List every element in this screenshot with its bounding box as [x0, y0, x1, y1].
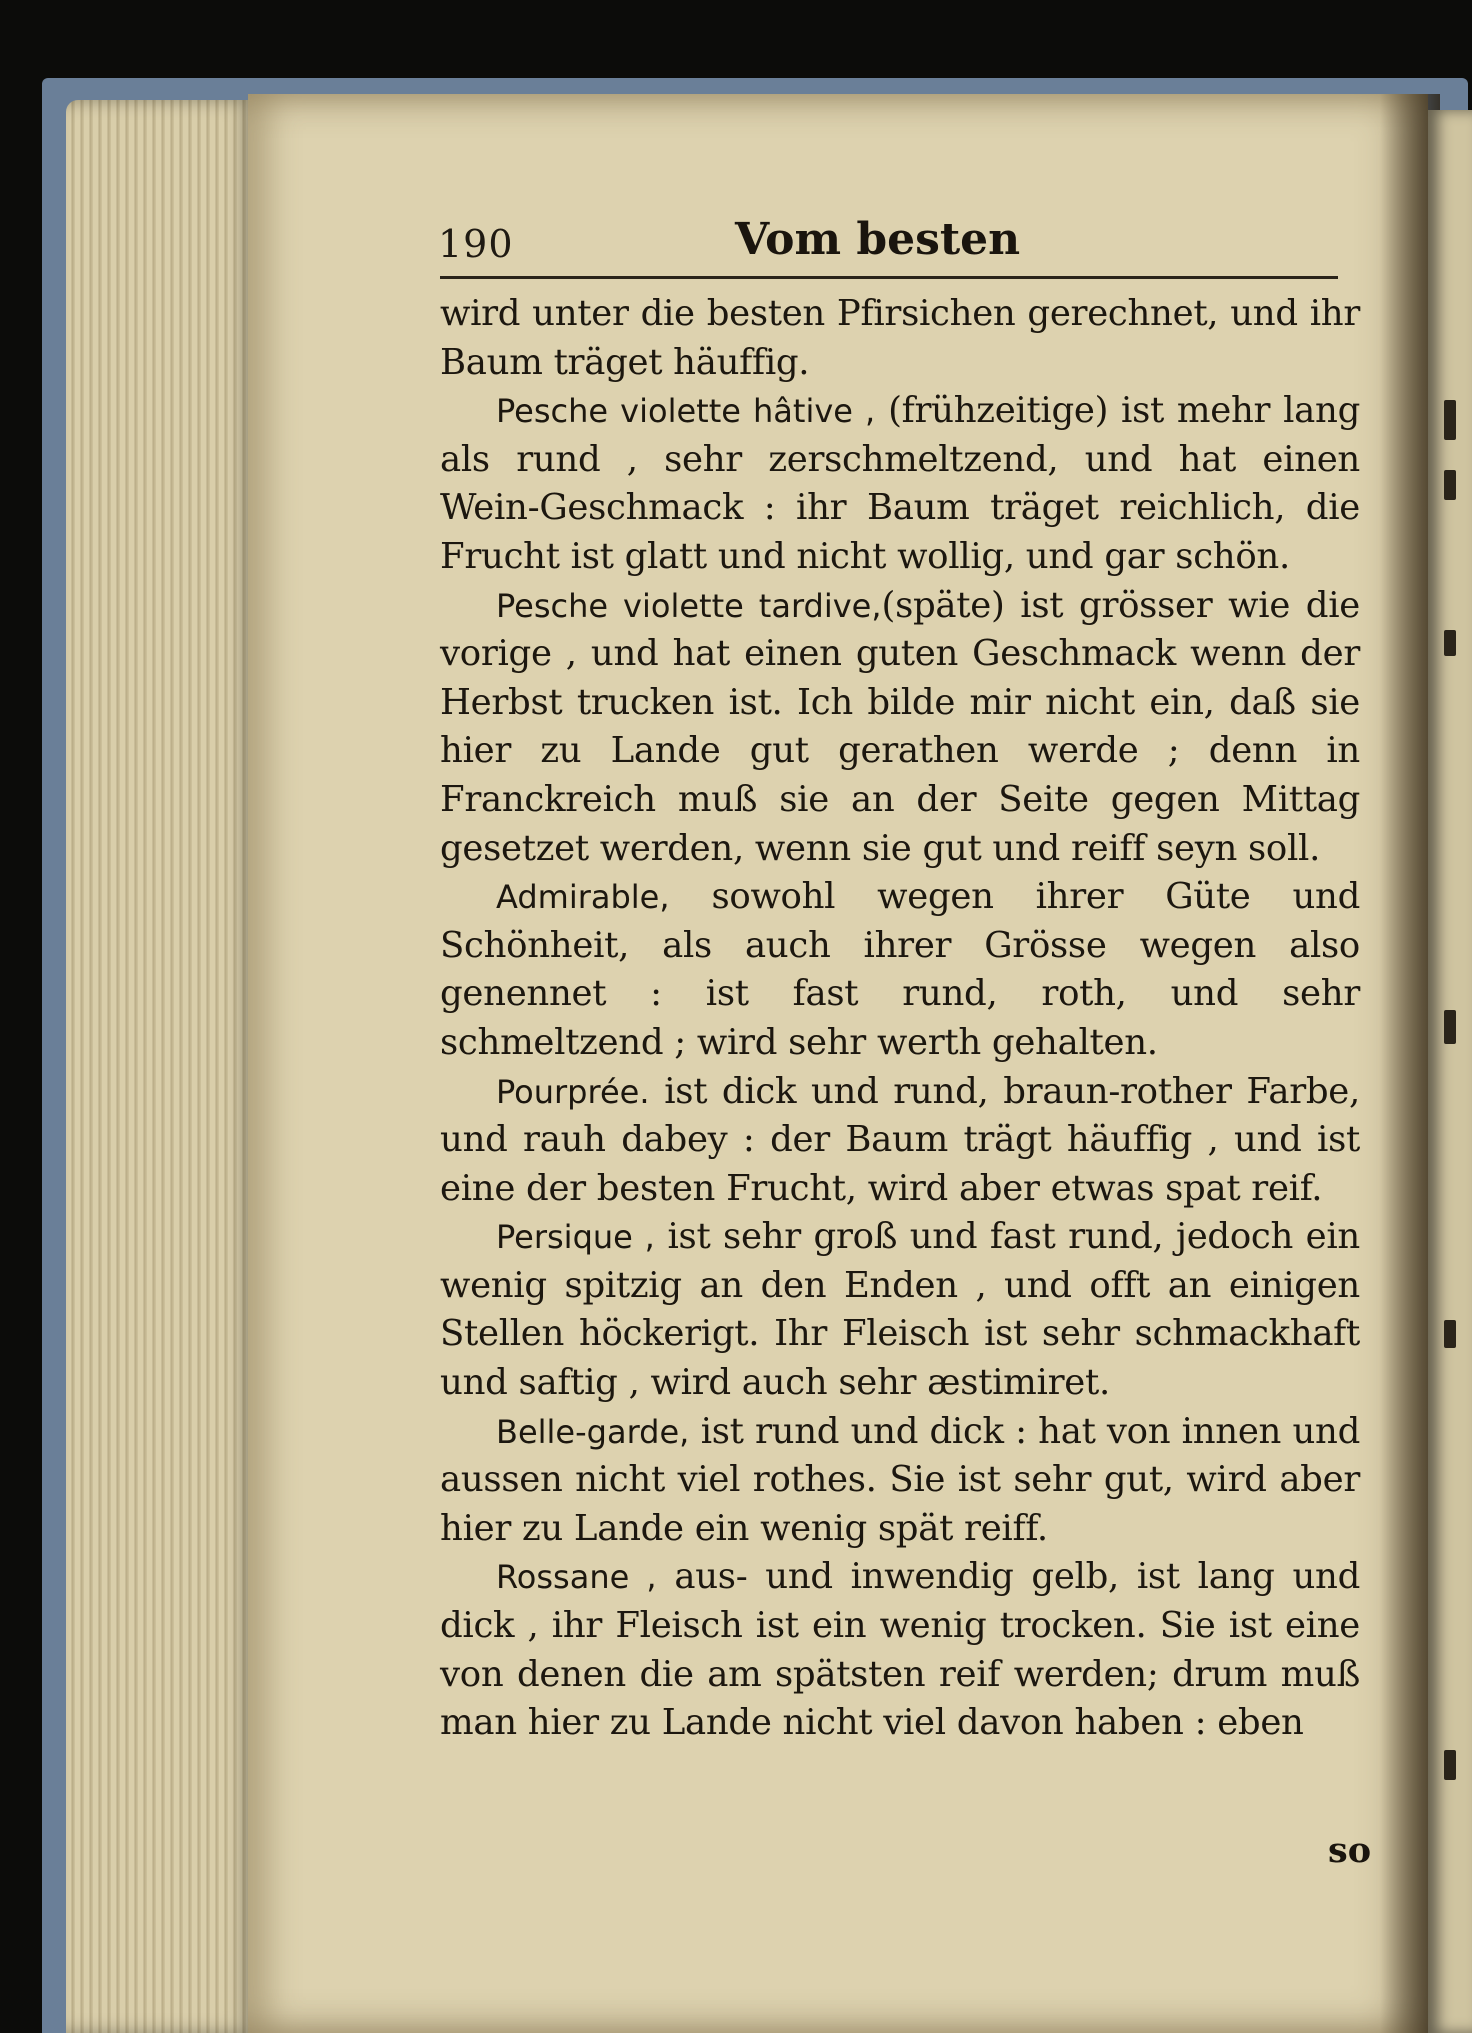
paragraph: Pesche violette hâtive , (frühzeitige) ist mehr lang als rund , sehr zerschmeltzend, und hat einen Wein-Geschmack : ihr Baum träget reichlich, die Frucht ist glatt und nicht wollig, und gar schön. — [440, 390, 1360, 577]
catchword: so — [1328, 1830, 1372, 1871]
paragraph: Persique , ist sehr groß und fast rund, jedoch ein wenig spitzig an den Enden , und offt an einigen Stellen höckerigt. Ihr Fleisch ist sehr schmackhaft und saftig , wird auch sehr æstimiret. — [440, 1216, 1360, 1404]
paragraph: Admirable, sowohl wegen ihrer Güte und Schönheit, als auch ihrer Grösse wegen also genennet : ist fast rund, roth, und sehr schmeltzend ; wird sehr werth gehalten. — [440, 876, 1360, 1063]
body-text — [440, 290, 1360, 1748]
running-title: Vom besten — [735, 214, 1021, 265]
paragraph: Belle-garde, ist rund und dick : hat von innen und aussen nicht viel rothes. Sie ist sehr gut, wird aber hier zu Lande ein wenig spät reiff. — [440, 1410, 1360, 1549]
header-rule — [440, 276, 1338, 279]
variety-name: Persique , — [496, 1218, 655, 1257]
variety-name: Pesche violette hâtive , — [496, 392, 876, 431]
variety-name: Pourprée. — [496, 1072, 650, 1111]
variety-name: Belle-garde, — [496, 1412, 690, 1451]
variety-name: Admirable, — [496, 878, 670, 917]
page-edges-stack — [66, 100, 256, 2033]
paragraph: wird unter die besten Pfirsichen gerechnet, und ihr Baum träget häuffig. — [440, 293, 1360, 383]
variety-name: Rossane , — [496, 1558, 657, 1597]
page-number: 190 — [438, 222, 514, 266]
paragraph: Pourprée. ist dick und rund, braun-rother Farbe, und rauh dabey : der Baum trägt häuffig , und ist eine der besten Frucht, wird aber etwas spat reif. — [440, 1070, 1360, 1209]
paragraph: Pesche violette tardive,(späte) ist grösser wie die vorige , und hat einen guten Geschmack wenn der Herbst trucken ist. Ich bilde mir nicht ein, daß sie hier zu Lande gut gerathen werde ; denn in Franckreich muß sie an der Seite gegen Mittag gesetzet werden, wenn sie gut und reiff seyn soll. — [440, 584, 1360, 869]
variety-name: Pesche violette tardive, — [496, 586, 882, 625]
paragraph: Rossane , aus- und inwendig gelb, ist lang und dick , ihr Fleisch ist ein wenig trocken. Sie ist eine von denen die am spätsten reif werden; drum muß man hier zu Lande nicht viel davon haben : eben — [440, 1556, 1360, 1744]
next-page-sliver — [1428, 110, 1472, 2033]
